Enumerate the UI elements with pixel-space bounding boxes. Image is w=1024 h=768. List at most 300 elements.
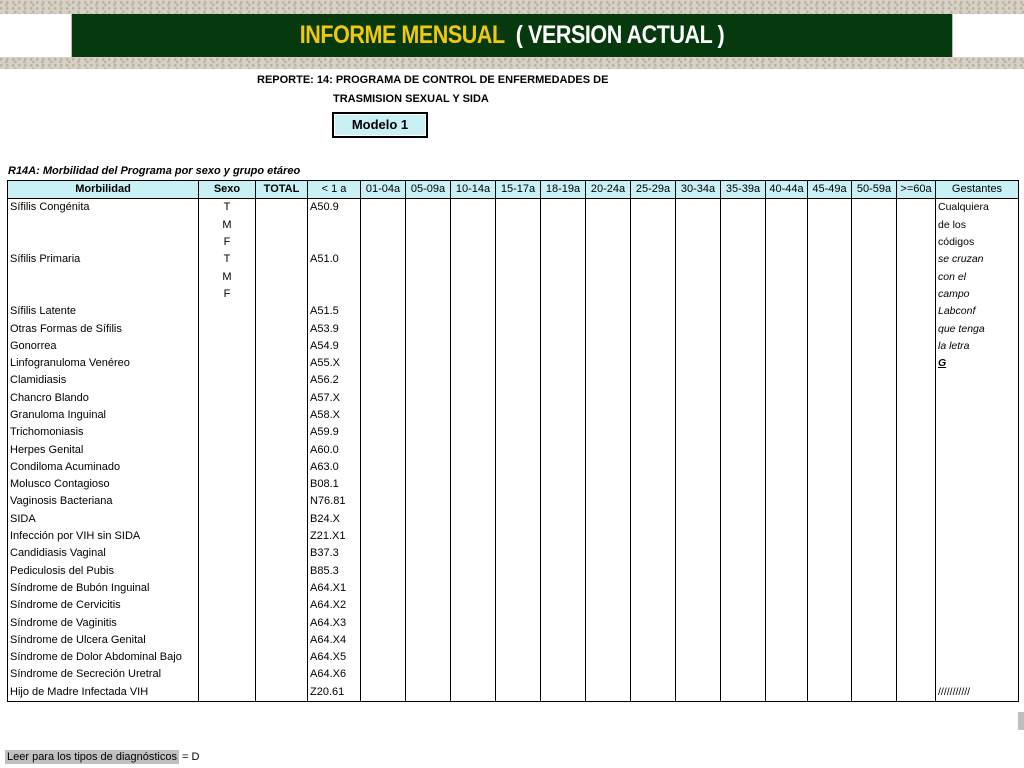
- age-group-cell: [361, 303, 406, 320]
- total-cell: [256, 684, 308, 702]
- total-cell: [256, 320, 308, 337]
- report-sheet: [0, 69, 1024, 768]
- code-cell: [308, 217, 361, 234]
- age-group-cell: [808, 303, 852, 320]
- age-group-cell: [496, 390, 541, 407]
- age-group-cell: [721, 528, 766, 545]
- age-group-cell: [676, 390, 721, 407]
- age-group-cell: [631, 459, 676, 476]
- age-group-cell: [451, 355, 496, 372]
- age-group-cell: [496, 199, 541, 217]
- morbidity-table: [7, 180, 1019, 702]
- age-group-cell: [676, 268, 721, 285]
- age-group-cell: [631, 493, 676, 510]
- age-group-cell: [361, 580, 406, 597]
- gestantes-cell: [936, 545, 1019, 562]
- morbidity-cell: Síndrome de Dolor Abdominal Bajo: [8, 649, 199, 666]
- total-cell: [256, 511, 308, 528]
- age-group-cell: [406, 476, 451, 493]
- age-group-cell: [676, 286, 721, 303]
- age-group-cell: [766, 320, 808, 337]
- age-group-cell: [676, 355, 721, 372]
- age-group-cell: [676, 320, 721, 337]
- morbidity-cell: Clamidiasis: [8, 372, 199, 389]
- morbidity-cell: Molusco Contagioso: [8, 476, 199, 493]
- age-group-cell: [586, 320, 631, 337]
- age-group-cell: [496, 441, 541, 458]
- age-group-cell: [496, 649, 541, 666]
- age-group-cell: [852, 632, 897, 649]
- age-group-cell: [766, 614, 808, 631]
- code-cell: A55.X: [308, 355, 361, 372]
- age-group-cell: [676, 493, 721, 510]
- age-group-cell: [586, 338, 631, 355]
- age-group-cell: [631, 614, 676, 631]
- age-group-cell: [406, 666, 451, 683]
- gestantes-cell: [936, 459, 1019, 476]
- age-group-cell: [676, 338, 721, 355]
- age-group-cell: [852, 493, 897, 510]
- gray-edge: [1018, 712, 1024, 730]
- age-group-cell: [361, 614, 406, 631]
- table-subtitle: R14A: Morbilidad del Programa por sexo y grupo etáreo: [8, 165, 301, 177]
- sex-cell: [199, 459, 256, 476]
- age-group-cell: [406, 303, 451, 320]
- age-group-cell: [451, 649, 496, 666]
- sex-cell: [199, 441, 256, 458]
- age-group-cell: [586, 355, 631, 372]
- banner-subtitle: ( VERSION ACTUAL ): [515, 21, 725, 49]
- total-cell: [256, 493, 308, 510]
- age-group-cell: [721, 320, 766, 337]
- total-cell: [256, 632, 308, 649]
- age-group-cell: [808, 597, 852, 614]
- age-group-cell: [766, 234, 808, 251]
- gestantes-cell: se cruzan: [936, 251, 1019, 268]
- age-group-cell: [361, 563, 406, 580]
- age-group-cell: [676, 684, 721, 702]
- age-group-cell: [852, 355, 897, 372]
- total-cell: [256, 390, 308, 407]
- morbidity-cell: [8, 217, 199, 234]
- total-cell: [256, 338, 308, 355]
- code-cell: A54.9: [308, 338, 361, 355]
- footer-note-highlight: Leer para los tipos de diagnósticos: [7, 751, 177, 763]
- age-group-cell: [406, 355, 451, 372]
- age-group-cell: [361, 199, 406, 217]
- age-group-cell: [586, 649, 631, 666]
- age-group-cell: [721, 199, 766, 217]
- table-row: [8, 493, 1019, 510]
- age-group-cell: [586, 441, 631, 458]
- age-group-cell: [676, 251, 721, 268]
- age-group-cell: [631, 545, 676, 562]
- table-row: [8, 390, 1019, 407]
- age-group-cell: [766, 684, 808, 702]
- total-cell: [256, 563, 308, 580]
- total-cell: [256, 476, 308, 493]
- age-group-cell: [586, 372, 631, 389]
- age-group-cell: [897, 338, 936, 355]
- age-group-cell: [808, 234, 852, 251]
- table-row: [8, 286, 1019, 303]
- age-group-cell: [676, 476, 721, 493]
- age-group-cell: [676, 649, 721, 666]
- age-group-cell: [496, 286, 541, 303]
- age-group-cell: [586, 251, 631, 268]
- gestantes-cell: [936, 666, 1019, 683]
- age-group-cell: [808, 459, 852, 476]
- age-group-cell: [586, 390, 631, 407]
- column-header: 35-39a: [721, 181, 766, 199]
- age-group-cell: [631, 666, 676, 683]
- age-group-cell: [721, 580, 766, 597]
- age-group-cell: [766, 390, 808, 407]
- age-group-cell: [541, 286, 586, 303]
- age-group-cell: [808, 649, 852, 666]
- age-group-cell: [541, 580, 586, 597]
- age-group-cell: [897, 597, 936, 614]
- age-group-cell: [766, 199, 808, 217]
- age-group-cell: [361, 459, 406, 476]
- age-group-cell: [496, 251, 541, 268]
- age-group-cell: [361, 268, 406, 285]
- age-group-cell: [852, 511, 897, 528]
- table-row: [8, 632, 1019, 649]
- age-group-cell: [808, 684, 852, 702]
- age-group-cell: [852, 424, 897, 441]
- age-group-cell: [766, 545, 808, 562]
- age-group-cell: [721, 286, 766, 303]
- age-group-cell: [541, 684, 586, 702]
- age-group-cell: [406, 545, 451, 562]
- age-group-cell: [586, 511, 631, 528]
- sex-cell: [199, 684, 256, 702]
- column-header: Sexo: [199, 181, 256, 199]
- total-cell: [256, 666, 308, 683]
- table-row: [8, 338, 1019, 355]
- age-group-cell: [631, 390, 676, 407]
- age-group-cell: [808, 545, 852, 562]
- age-group-cell: [897, 286, 936, 303]
- age-group-cell: [361, 476, 406, 493]
- age-group-cell: [721, 614, 766, 631]
- age-group-cell: [631, 424, 676, 441]
- morbidity-cell: Pediculosis del Pubis: [8, 563, 199, 580]
- column-header: >=60a: [897, 181, 936, 199]
- age-group-cell: [676, 303, 721, 320]
- column-header: 40-44a: [766, 181, 808, 199]
- age-group-cell: [676, 563, 721, 580]
- total-cell: [256, 251, 308, 268]
- age-group-cell: [406, 649, 451, 666]
- total-cell: [256, 355, 308, 372]
- age-group-cell: [631, 338, 676, 355]
- age-group-cell: [541, 338, 586, 355]
- age-group-cell: [676, 511, 721, 528]
- column-header: 05-09a: [406, 181, 451, 199]
- age-group-cell: [496, 614, 541, 631]
- sex-cell: [199, 493, 256, 510]
- column-header: 20-24a: [586, 181, 631, 199]
- morbidity-cell: Sífilis Primaria: [8, 251, 199, 268]
- age-group-cell: [541, 476, 586, 493]
- age-group-cell: [721, 459, 766, 476]
- age-group-cell: [361, 528, 406, 545]
- age-group-cell: [766, 407, 808, 424]
- age-group-cell: [631, 528, 676, 545]
- age-group-cell: [496, 511, 541, 528]
- code-cell: B08.1: [308, 476, 361, 493]
- age-group-cell: [496, 597, 541, 614]
- age-group-cell: [852, 320, 897, 337]
- age-group-cell: [852, 390, 897, 407]
- table-row: [8, 545, 1019, 562]
- age-group-cell: [721, 545, 766, 562]
- sex-cell: T: [199, 251, 256, 268]
- age-group-cell: [586, 303, 631, 320]
- age-group-cell: [897, 390, 936, 407]
- total-cell: [256, 407, 308, 424]
- sex-cell: [199, 614, 256, 631]
- age-group-cell: [676, 597, 721, 614]
- code-cell: A58.X: [308, 407, 361, 424]
- gestantes-cell: [936, 563, 1019, 580]
- age-group-cell: [586, 268, 631, 285]
- age-group-cell: [808, 424, 852, 441]
- age-group-cell: [897, 666, 936, 683]
- age-group-cell: [496, 476, 541, 493]
- age-group-cell: [766, 563, 808, 580]
- age-group-cell: [721, 372, 766, 389]
- age-group-cell: [406, 338, 451, 355]
- age-group-cell: [721, 684, 766, 702]
- sex-cell: [199, 649, 256, 666]
- age-group-cell: [852, 234, 897, 251]
- age-group-cell: [361, 511, 406, 528]
- age-group-cell: [451, 407, 496, 424]
- age-group-cell: [631, 217, 676, 234]
- table-row: [8, 268, 1019, 285]
- age-group-cell: [676, 528, 721, 545]
- report-title-line1: REPORTE: 14: PROGRAMA DE CONTROL DE ENFERMEDADES DE: [257, 74, 609, 86]
- age-group-cell: [631, 355, 676, 372]
- age-group-cell: [496, 684, 541, 702]
- age-group-cell: [897, 493, 936, 510]
- age-group-cell: [586, 597, 631, 614]
- age-group-cell: [766, 459, 808, 476]
- gestantes-cell: con el: [936, 268, 1019, 285]
- age-group-cell: [451, 320, 496, 337]
- morbidity-cell: Infección por VIH sin SIDA: [8, 528, 199, 545]
- age-group-cell: [406, 217, 451, 234]
- column-header: 50-59a: [852, 181, 897, 199]
- age-group-cell: [451, 632, 496, 649]
- age-group-cell: [451, 614, 496, 631]
- code-cell: A50.9: [308, 199, 361, 217]
- morbidity-cell: Síndrome de Bubón Inguinal: [8, 580, 199, 597]
- total-cell: [256, 441, 308, 458]
- age-group-cell: [496, 545, 541, 562]
- age-group-cell: [451, 372, 496, 389]
- age-group-cell: [631, 511, 676, 528]
- age-group-cell: [676, 199, 721, 217]
- age-group-cell: [721, 234, 766, 251]
- age-group-cell: [451, 217, 496, 234]
- gestantes-cell: [936, 511, 1019, 528]
- age-group-cell: [406, 424, 451, 441]
- age-group-cell: [766, 303, 808, 320]
- age-group-cell: [897, 545, 936, 562]
- code-cell: A60.0: [308, 441, 361, 458]
- sex-cell: [199, 511, 256, 528]
- gestantes-cell: la letra: [936, 338, 1019, 355]
- age-group-cell: [766, 528, 808, 545]
- sex-cell: [199, 666, 256, 683]
- age-group-cell: [721, 476, 766, 493]
- age-group-cell: [586, 424, 631, 441]
- age-group-cell: [361, 390, 406, 407]
- morbidity-cell: Síndrome de Cervicitis: [8, 597, 199, 614]
- age-group-cell: [631, 441, 676, 458]
- age-group-cell: [361, 320, 406, 337]
- age-group-cell: [361, 441, 406, 458]
- age-group-cell: [721, 217, 766, 234]
- age-group-cell: [361, 355, 406, 372]
- age-group-cell: [897, 476, 936, 493]
- column-header: 25-29a: [631, 181, 676, 199]
- sex-cell: F: [199, 234, 256, 251]
- total-cell: [256, 268, 308, 285]
- age-group-cell: [766, 338, 808, 355]
- code-cell: A64.X3: [308, 614, 361, 631]
- total-cell: [256, 545, 308, 562]
- report-title-line2: TRASMISION SEXUAL Y SIDA: [333, 93, 489, 105]
- table-row: [8, 199, 1019, 217]
- age-group-cell: [496, 493, 541, 510]
- age-group-cell: [766, 286, 808, 303]
- gestantes-cell: Cualquiera: [936, 199, 1019, 217]
- age-group-cell: [361, 338, 406, 355]
- sex-cell: [199, 476, 256, 493]
- sex-cell: [199, 632, 256, 649]
- age-group-cell: [586, 407, 631, 424]
- column-header: 18-19a: [541, 181, 586, 199]
- age-group-cell: [496, 338, 541, 355]
- age-group-cell: [852, 407, 897, 424]
- age-group-cell: [451, 545, 496, 562]
- column-header: 30-34a: [676, 181, 721, 199]
- age-group-cell: [631, 234, 676, 251]
- code-cell: A57.X: [308, 390, 361, 407]
- gestantes-cell: [936, 580, 1019, 597]
- sex-cell: [199, 320, 256, 337]
- code-cell: [308, 268, 361, 285]
- age-group-cell: [451, 476, 496, 493]
- gestantes-cell: códigos: [936, 234, 1019, 251]
- sex-cell: [199, 424, 256, 441]
- age-group-cell: [852, 268, 897, 285]
- table-row: [8, 649, 1019, 666]
- age-group-cell: [586, 563, 631, 580]
- column-header: < 1 a: [308, 181, 361, 199]
- column-header: 01-04a: [361, 181, 406, 199]
- age-group-cell: [766, 580, 808, 597]
- age-group-cell: [721, 407, 766, 424]
- code-cell: [308, 234, 361, 251]
- table-row: [8, 303, 1019, 320]
- code-cell: B85.3: [308, 563, 361, 580]
- age-group-cell: [721, 597, 766, 614]
- age-group-cell: [406, 597, 451, 614]
- age-group-cell: [852, 545, 897, 562]
- age-group-cell: [586, 234, 631, 251]
- age-group-cell: [406, 511, 451, 528]
- age-group-cell: [406, 493, 451, 510]
- age-group-cell: [361, 684, 406, 702]
- gestantes-cell: [936, 597, 1019, 614]
- age-group-cell: [766, 493, 808, 510]
- model-label: Modelo 1: [333, 113, 427, 137]
- age-group-cell: [541, 597, 586, 614]
- age-group-cell: [766, 511, 808, 528]
- age-group-cell: [676, 407, 721, 424]
- footer-note: [5, 751, 199, 763]
- morbidity-cell: [8, 268, 199, 285]
- age-group-cell: [721, 493, 766, 510]
- code-cell: A64.X2: [308, 597, 361, 614]
- table-row: [8, 528, 1019, 545]
- sex-cell: [199, 407, 256, 424]
- age-group-cell: [541, 268, 586, 285]
- age-group-cell: [676, 580, 721, 597]
- code-cell: B37.3: [308, 545, 361, 562]
- age-group-cell: [766, 649, 808, 666]
- age-group-cell: [766, 268, 808, 285]
- morbidity-cell: Linfogranuloma Venéreo: [8, 355, 199, 372]
- age-group-cell: [586, 493, 631, 510]
- morbidity-cell: Gonorrea: [8, 338, 199, 355]
- age-group-cell: [406, 563, 451, 580]
- age-group-cell: [766, 476, 808, 493]
- age-group-cell: [541, 528, 586, 545]
- age-group-cell: [676, 666, 721, 683]
- age-group-cell: [721, 424, 766, 441]
- table-row: [8, 372, 1019, 389]
- age-group-cell: [451, 303, 496, 320]
- age-group-cell: [897, 424, 936, 441]
- age-group-cell: [496, 303, 541, 320]
- age-group-cell: [808, 251, 852, 268]
- table-row: [8, 666, 1019, 683]
- age-group-cell: [406, 390, 451, 407]
- gestantes-cell: que tenga: [936, 320, 1019, 337]
- age-group-cell: [406, 441, 451, 458]
- age-group-cell: [361, 286, 406, 303]
- age-group-cell: [586, 614, 631, 631]
- age-group-cell: [808, 528, 852, 545]
- age-group-cell: [586, 666, 631, 683]
- age-group-cell: [586, 476, 631, 493]
- age-group-cell: [496, 355, 541, 372]
- age-group-cell: [852, 614, 897, 631]
- morbidity-cell: Condiloma Acuminado: [8, 459, 199, 476]
- total-cell: [256, 649, 308, 666]
- table-row: [8, 580, 1019, 597]
- age-group-cell: [406, 632, 451, 649]
- age-group-cell: [676, 217, 721, 234]
- age-group-cell: [541, 511, 586, 528]
